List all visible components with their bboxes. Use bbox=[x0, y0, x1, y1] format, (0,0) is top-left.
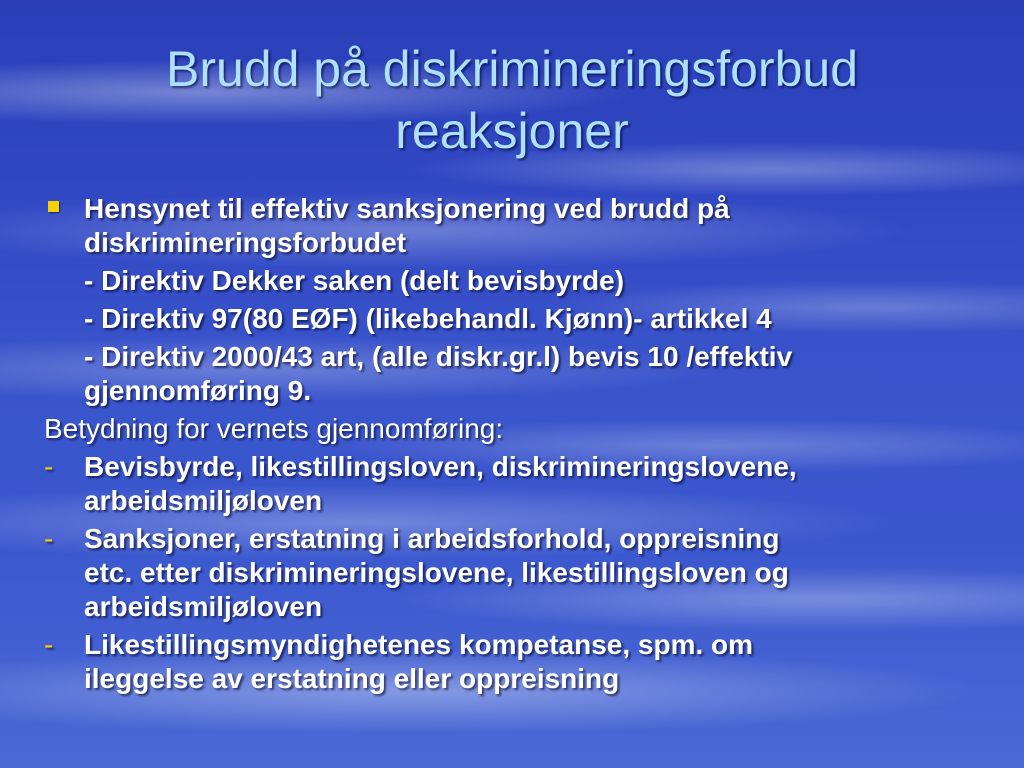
slide-title-line-2: reaksjoner bbox=[395, 103, 629, 159]
dash-item-bevisbyrde-line-2: arbeidsmiljøloven bbox=[84, 485, 323, 516]
slide-title-line-1: Brudd på diskrimineringsforbud bbox=[165, 41, 859, 97]
slide-body bbox=[44, 192, 984, 700]
slide-title bbox=[0, 38, 1024, 162]
sub-item-directive-2000-43 bbox=[44, 340, 984, 408]
sub-item-directive-97-80: - Direktiv 97(80 EØF) (likebehandl. Kjønn)- artikkel 4 bbox=[84, 303, 772, 334]
dash-item-kompetanse-line-2: ileggelse av erstatning eller oppreisning bbox=[84, 663, 620, 694]
dash-item-sanksjoner-line-1: Sanksjoner, erstatning i arbeidsforhold, oppreisning bbox=[84, 523, 780, 554]
square-bullet-icon bbox=[48, 201, 59, 212]
sub-item-directive-2000-43-line-1: - Direktiv 2000/43 art, (alle diskr.gr.l) bevis 10 /effektiv bbox=[84, 341, 793, 372]
sub-item-directive-2000-43-line-2: gjennomføring 9. bbox=[84, 375, 312, 406]
dash-item-bevisbyrde bbox=[44, 450, 984, 518]
main-bullet-line-1: Hensynet til effektiv sanksjonering ved brudd på bbox=[84, 193, 730, 224]
dash-item-sanksjoner-line-2: etc. etter diskrimineringslovene, likestillingsloven og bbox=[84, 557, 789, 588]
dash-item-kompetanse bbox=[44, 628, 984, 696]
dash-item-sanksjoner bbox=[44, 522, 984, 624]
main-bullet-line-2: diskrimineringsforbudet bbox=[84, 227, 407, 258]
dash-bullet-icon: - bbox=[44, 523, 54, 554]
dash-item-kompetanse-line-1: Likestillingsmyndighetenes kompetanse, spm. om bbox=[84, 629, 754, 660]
sub-item-directive-dekker: - Direktiv Dekker saken (delt bevisbyrde) bbox=[84, 265, 625, 296]
dash-item-bevisbyrde-line-1: Bevisbyrde, likestillingsloven, diskrimineringslovene, bbox=[84, 451, 797, 482]
section-heading: Betydning for vernets gjennomføring: bbox=[44, 413, 504, 444]
dash-item-sanksjoner-line-3: arbeidsmiljøloven bbox=[84, 591, 323, 622]
dash-bullet-icon: - bbox=[44, 629, 54, 660]
main-bullet bbox=[44, 192, 984, 260]
dash-bullet-icon: - bbox=[44, 451, 54, 482]
